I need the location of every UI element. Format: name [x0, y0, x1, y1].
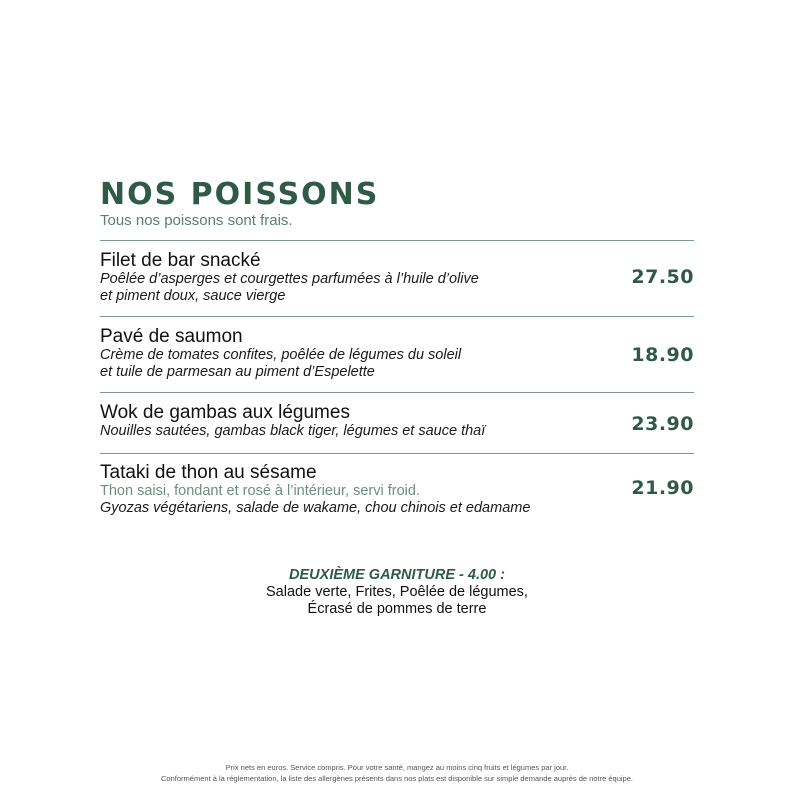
- item-price: 27.50: [631, 266, 694, 288]
- item-name: Wok de gambas aux légumes: [100, 402, 350, 423]
- item-description-line: Poêlée d’asperges et courgettes parfumées à l’huile d’olive: [100, 271, 479, 287]
- legal-footer: [0, 762, 794, 784]
- menu-header: [100, 178, 700, 230]
- page-subtitle: Tous nos poissons sont frais.: [100, 212, 293, 229]
- side-dish-title: DEUXIÈME GARNITURE - 4.00 :: [289, 567, 505, 583]
- item-description-line: Crème de tomates confites, poêlée de légumes du soleil: [100, 347, 462, 363]
- footer-line: Conformément à la réglementation, la liste des allergènes présents dans nos plats est disponible sur simple demande auprès de notre équipe.: [161, 774, 633, 783]
- menu-list: [100, 240, 694, 523]
- side-dish-line: Salade verte, Frites, Poêlée de légumes,: [266, 584, 528, 600]
- item-price: 21.90: [631, 477, 694, 499]
- menu-item-pave-de-saumon: [100, 316, 694, 392]
- menu-item-filet-de-bar: [100, 240, 694, 316]
- item-description-line: et piment doux, sauce vierge: [100, 288, 286, 304]
- item-price: 18.90: [631, 344, 694, 366]
- side-dish-line: Écrasé de pommes de terre: [307, 601, 487, 617]
- side-dish-section: [0, 567, 794, 618]
- menu-item-tataki-de-thon: [100, 453, 694, 523]
- menu-item-wok-de-gambas: [100, 392, 694, 453]
- page-title: NOS POISSONS: [100, 177, 380, 212]
- item-name: Pavé de saumon: [100, 326, 243, 347]
- item-name: Filet de bar snacké: [100, 250, 261, 271]
- item-description-line: Thon saisi, fondant et rosé à l’intérieur, servi froid.: [100, 483, 420, 499]
- item-price: 23.90: [631, 413, 694, 435]
- footer-line: Prix nets en euros. Service compris. Pour votre santé, mangez au moins cinq fruits et légumes par jour.: [225, 763, 569, 772]
- item-description-line: Nouilles sautées, gambas black tiger, légumes et sauce thaï: [100, 423, 486, 439]
- item-description-line: et tuile de parmesan au piment d’Espelette: [100, 364, 375, 380]
- item-name: Tataki de thon au sésame: [100, 462, 317, 483]
- item-description-line: Gyozas végétariens, salade de wakame, chou chinois et edamame: [100, 500, 531, 516]
